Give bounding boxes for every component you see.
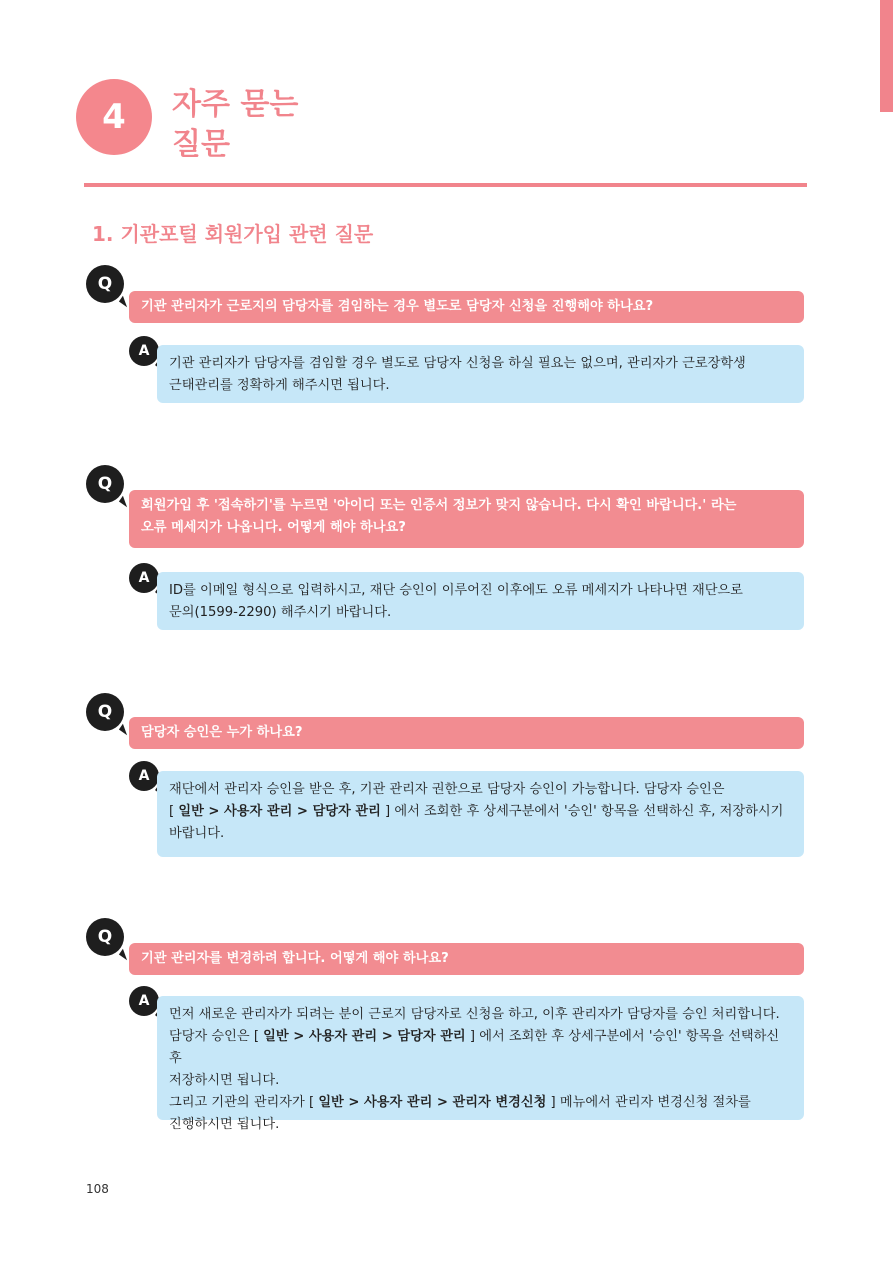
answer-line: 재단에서 관리자 승인을 받은 후, 기관 관리자 권한으로 담당자 승인이 가능합니다. 담당자 승인은 bbox=[169, 782, 725, 797]
answer-line: 문의(1599-2290) 해주시기 바랍니다. bbox=[169, 605, 392, 620]
answer-line: 바랍니다. bbox=[169, 826, 225, 841]
chapter-number-badge bbox=[76, 79, 152, 155]
section-title: 1. 기관포털 회원가입 관련 질문 bbox=[92, 222, 374, 246]
answer-badge-icon: A bbox=[129, 336, 159, 366]
question-text: 기관 관리자가 근로지의 담당자를 겸임하는 경우 별도로 담당자 신청을 진행해야 하나요? bbox=[141, 299, 654, 314]
menu-path: 일반 > 사용자 관리 > 관리자 변경신청 bbox=[318, 1095, 547, 1110]
chapter-title-line1: 자주 묻는 bbox=[172, 87, 299, 122]
answer-badge-icon: A bbox=[129, 563, 159, 593]
answer-box bbox=[157, 996, 804, 1132]
chapter-title bbox=[172, 85, 298, 165]
question-text: 회원가입 후 '접속하기'를 누르면 '아이디 또는 인증서 정보가 맞지 않습니다. 다시 확인 바랍니다.' 라는 bbox=[141, 498, 737, 513]
question-badge-icon: Q bbox=[86, 693, 124, 731]
answer-line: 담당자 승인은 [ 일반 > 사용자 관리 > 담당자 관리 ] 에서 조회한 후 상세구분에서 '승인' 항목을 선택하신 후 bbox=[169, 1029, 780, 1066]
answer-box bbox=[157, 771, 804, 857]
page-number: 108 bbox=[86, 1182, 109, 1196]
answer-line: 그리고 기관의 관리자가 [ 일반 > 사용자 관리 > 관리자 변경신청 ] 메뉴에서 관리자 변경신청 절차를 bbox=[169, 1095, 751, 1110]
answer-line: 진행하시면 됩니다. bbox=[169, 1117, 280, 1132]
question-text: 담당자 승인은 누가 하나요? bbox=[141, 725, 303, 740]
answer-line: 기관 관리자가 담당자를 겸임할 경우 별도로 담당자 신청을 하실 필요는 없으며, 관리자가 근로장학생 bbox=[169, 356, 746, 371]
answer-box bbox=[157, 345, 804, 403]
question-text: 기관 관리자를 변경하려 합니다. 어떻게 해야 하나요? bbox=[141, 951, 449, 966]
question-box bbox=[129, 717, 804, 749]
menu-path: 일반 > 사용자 관리 > 담당자 관리 bbox=[263, 1029, 466, 1044]
question-box bbox=[129, 490, 804, 548]
answer-box bbox=[157, 572, 804, 630]
question-badge-icon: Q bbox=[86, 265, 124, 303]
question-badge-icon: Q bbox=[86, 918, 124, 956]
question-badge-icon: Q bbox=[86, 465, 124, 503]
answer-line: [ 일반 > 사용자 관리 > 담당자 관리 ] 에서 조회한 후 상세구분에서 '승인' 항목을 선택하신 후, 저장하시기 bbox=[169, 804, 784, 819]
question-box bbox=[129, 943, 804, 975]
side-tab-marker bbox=[880, 0, 893, 112]
chapter-number: 4 bbox=[102, 97, 126, 137]
chapter-title-line2: 질문 bbox=[172, 127, 230, 162]
answer-line: ID를 이메일 형식으로 입력하시고, 재단 승인이 이루어진 이후에도 오류 메세지가 나타나면 재단으로 bbox=[169, 583, 743, 598]
chapter-divider bbox=[84, 183, 807, 187]
menu-path: 일반 > 사용자 관리 > 담당자 관리 bbox=[178, 804, 381, 819]
answer-line: 근태관리를 정확하게 해주시면 됩니다. bbox=[169, 378, 390, 393]
question-box bbox=[129, 291, 804, 323]
answer-badge-icon: A bbox=[129, 761, 159, 791]
answer-line: 먼저 새로운 관리자가 되려는 분이 근로지 담당자로 신청을 하고, 이후 관리자가 담당자를 승인 처리합니다. bbox=[169, 1007, 780, 1022]
answer-line: 저장하시면 됩니다. bbox=[169, 1073, 280, 1088]
question-text: 오류 메세지가 나옵니다. 어떻게 해야 하나요? bbox=[141, 520, 406, 535]
answer-badge-icon: A bbox=[129, 986, 159, 1016]
